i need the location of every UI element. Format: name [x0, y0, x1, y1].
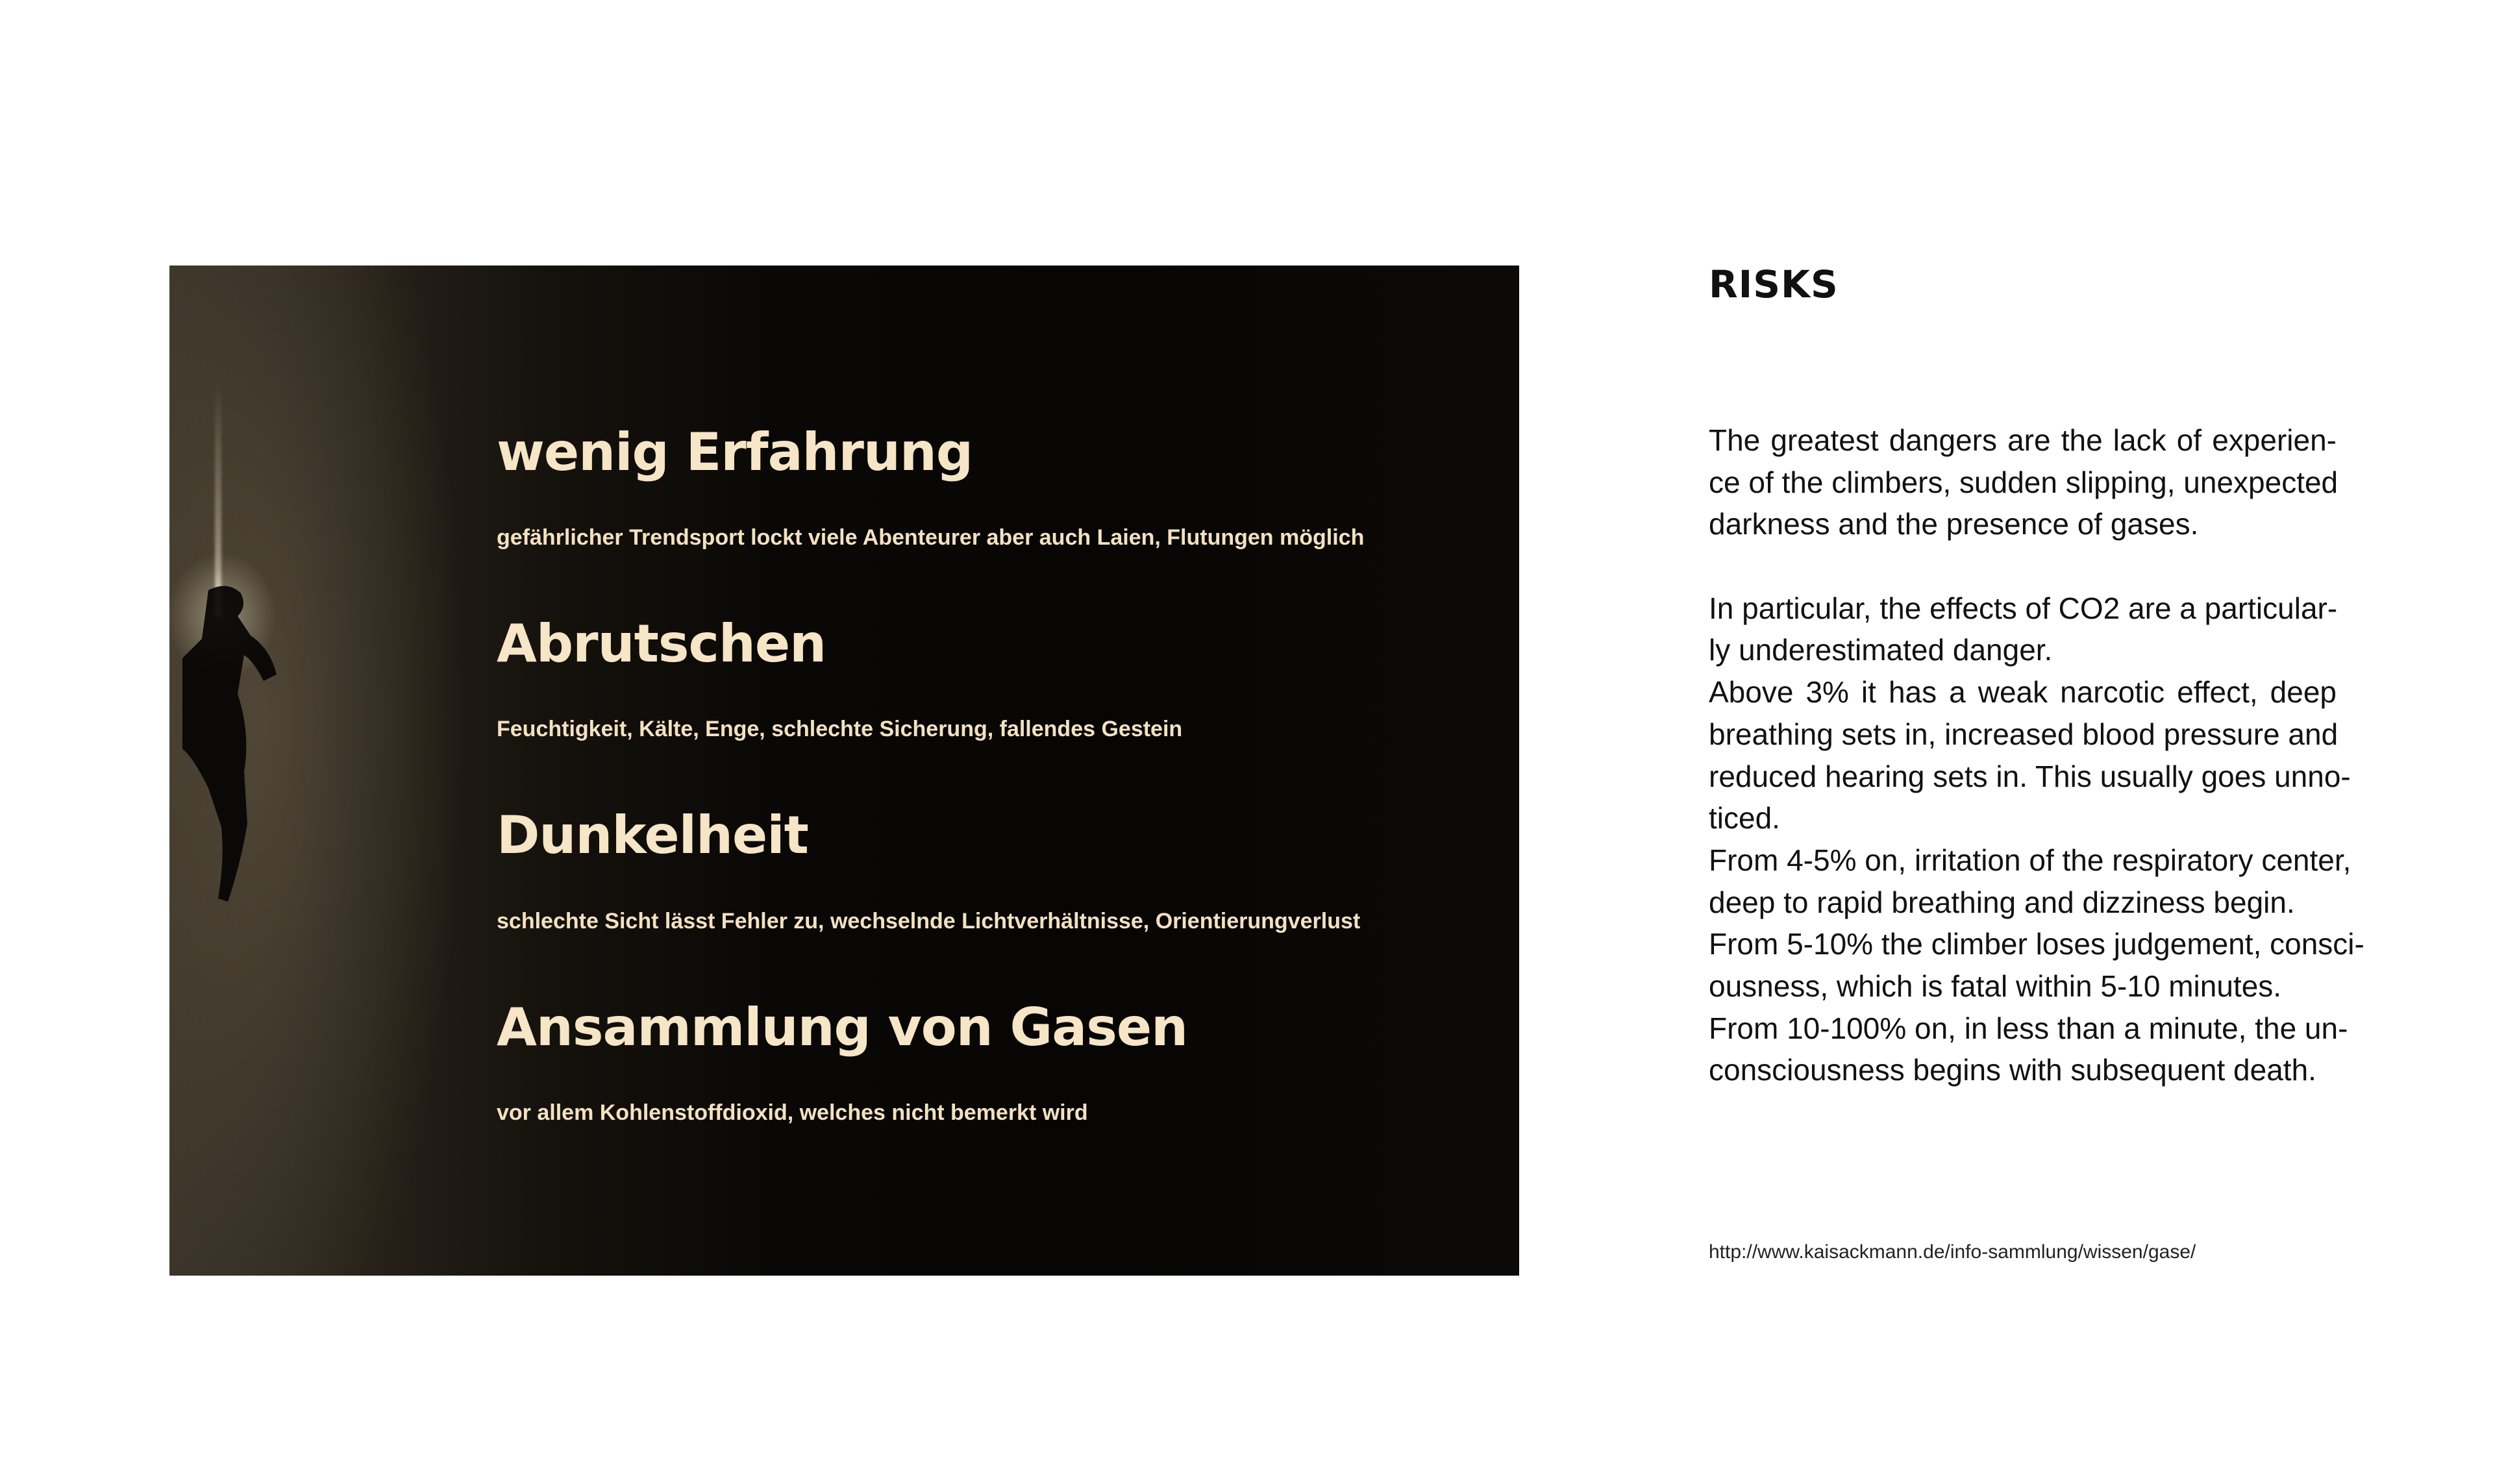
body-line: darkness and the presence of gases. [1709, 507, 2199, 541]
section-title: RISKS [1709, 262, 1839, 306]
body-line: From 10-100% on, in less than a minute, the un- [1709, 1011, 2348, 1045]
body-line: breathing sets in, increased blood pressure and [1709, 717, 2338, 751]
body-line: consciousness begins with subsequent death. [1709, 1053, 2316, 1087]
body-line: deep to rapid breathing and dizziness begin. [1709, 885, 2295, 919]
body-line: Above 3% it has a weak narcotic effect, deep [1709, 675, 2337, 710]
risks-body [1709, 419, 2364, 1091]
body-line: ousness, which is fatal within 5-10 minutes. [1709, 969, 2282, 1003]
body-line: From 4-5% on, irritation of the respiratory center, [1709, 843, 2351, 877]
body-line: ce of the climbers, sudden slipping, unexpected [1709, 465, 2338, 499]
risk-heading-gases: Ansammlung von Gasen [497, 997, 1188, 1057]
risk-detail-slipping: Feuchtigkeit, Kälte, Enge, schlechte Sicherung, fallendes Gestein [497, 717, 1183, 741]
body-line: ly underestimated danger. [1709, 633, 2053, 667]
risk-heading-darkness: Dunkelheit [497, 805, 808, 865]
source-url: http://www.kaisackmann.de/info-sammlung/wissen/gase/ [1709, 1241, 2196, 1263]
body-line: reduced hearing sets in. This usually goes unno- [1709, 759, 2351, 793]
body-line: From 5-10% the climber loses judgement, consci- [1709, 927, 2364, 961]
risk-detail-experience: gefährlicher Trendsport lockt viele Abenteurer aber auch Laien, Flutungen möglich [497, 525, 1365, 550]
cave-climber-photo [169, 266, 1519, 1276]
risk-heading-experience: wenig Erfahrung [497, 422, 973, 482]
climber-silhouette [169, 577, 319, 941]
body-line: In particular, the effects of CO2 are a particular- [1709, 591, 2338, 625]
risk-detail-gases: vor allem Kohlenstoffdioxid, welches nicht bemerkt wird [497, 1100, 1088, 1125]
risk-heading-slipping: Abrutschen [497, 613, 826, 674]
body-line: The greatest dangers are the lack of experien- [1709, 423, 2337, 457]
risk-detail-darkness: schlechte Sicht lässt Fehler zu, wechselnde Lichtverhältnisse, Orientierungverlust [497, 909, 1361, 934]
body-line: ticed. [1709, 801, 1780, 835]
